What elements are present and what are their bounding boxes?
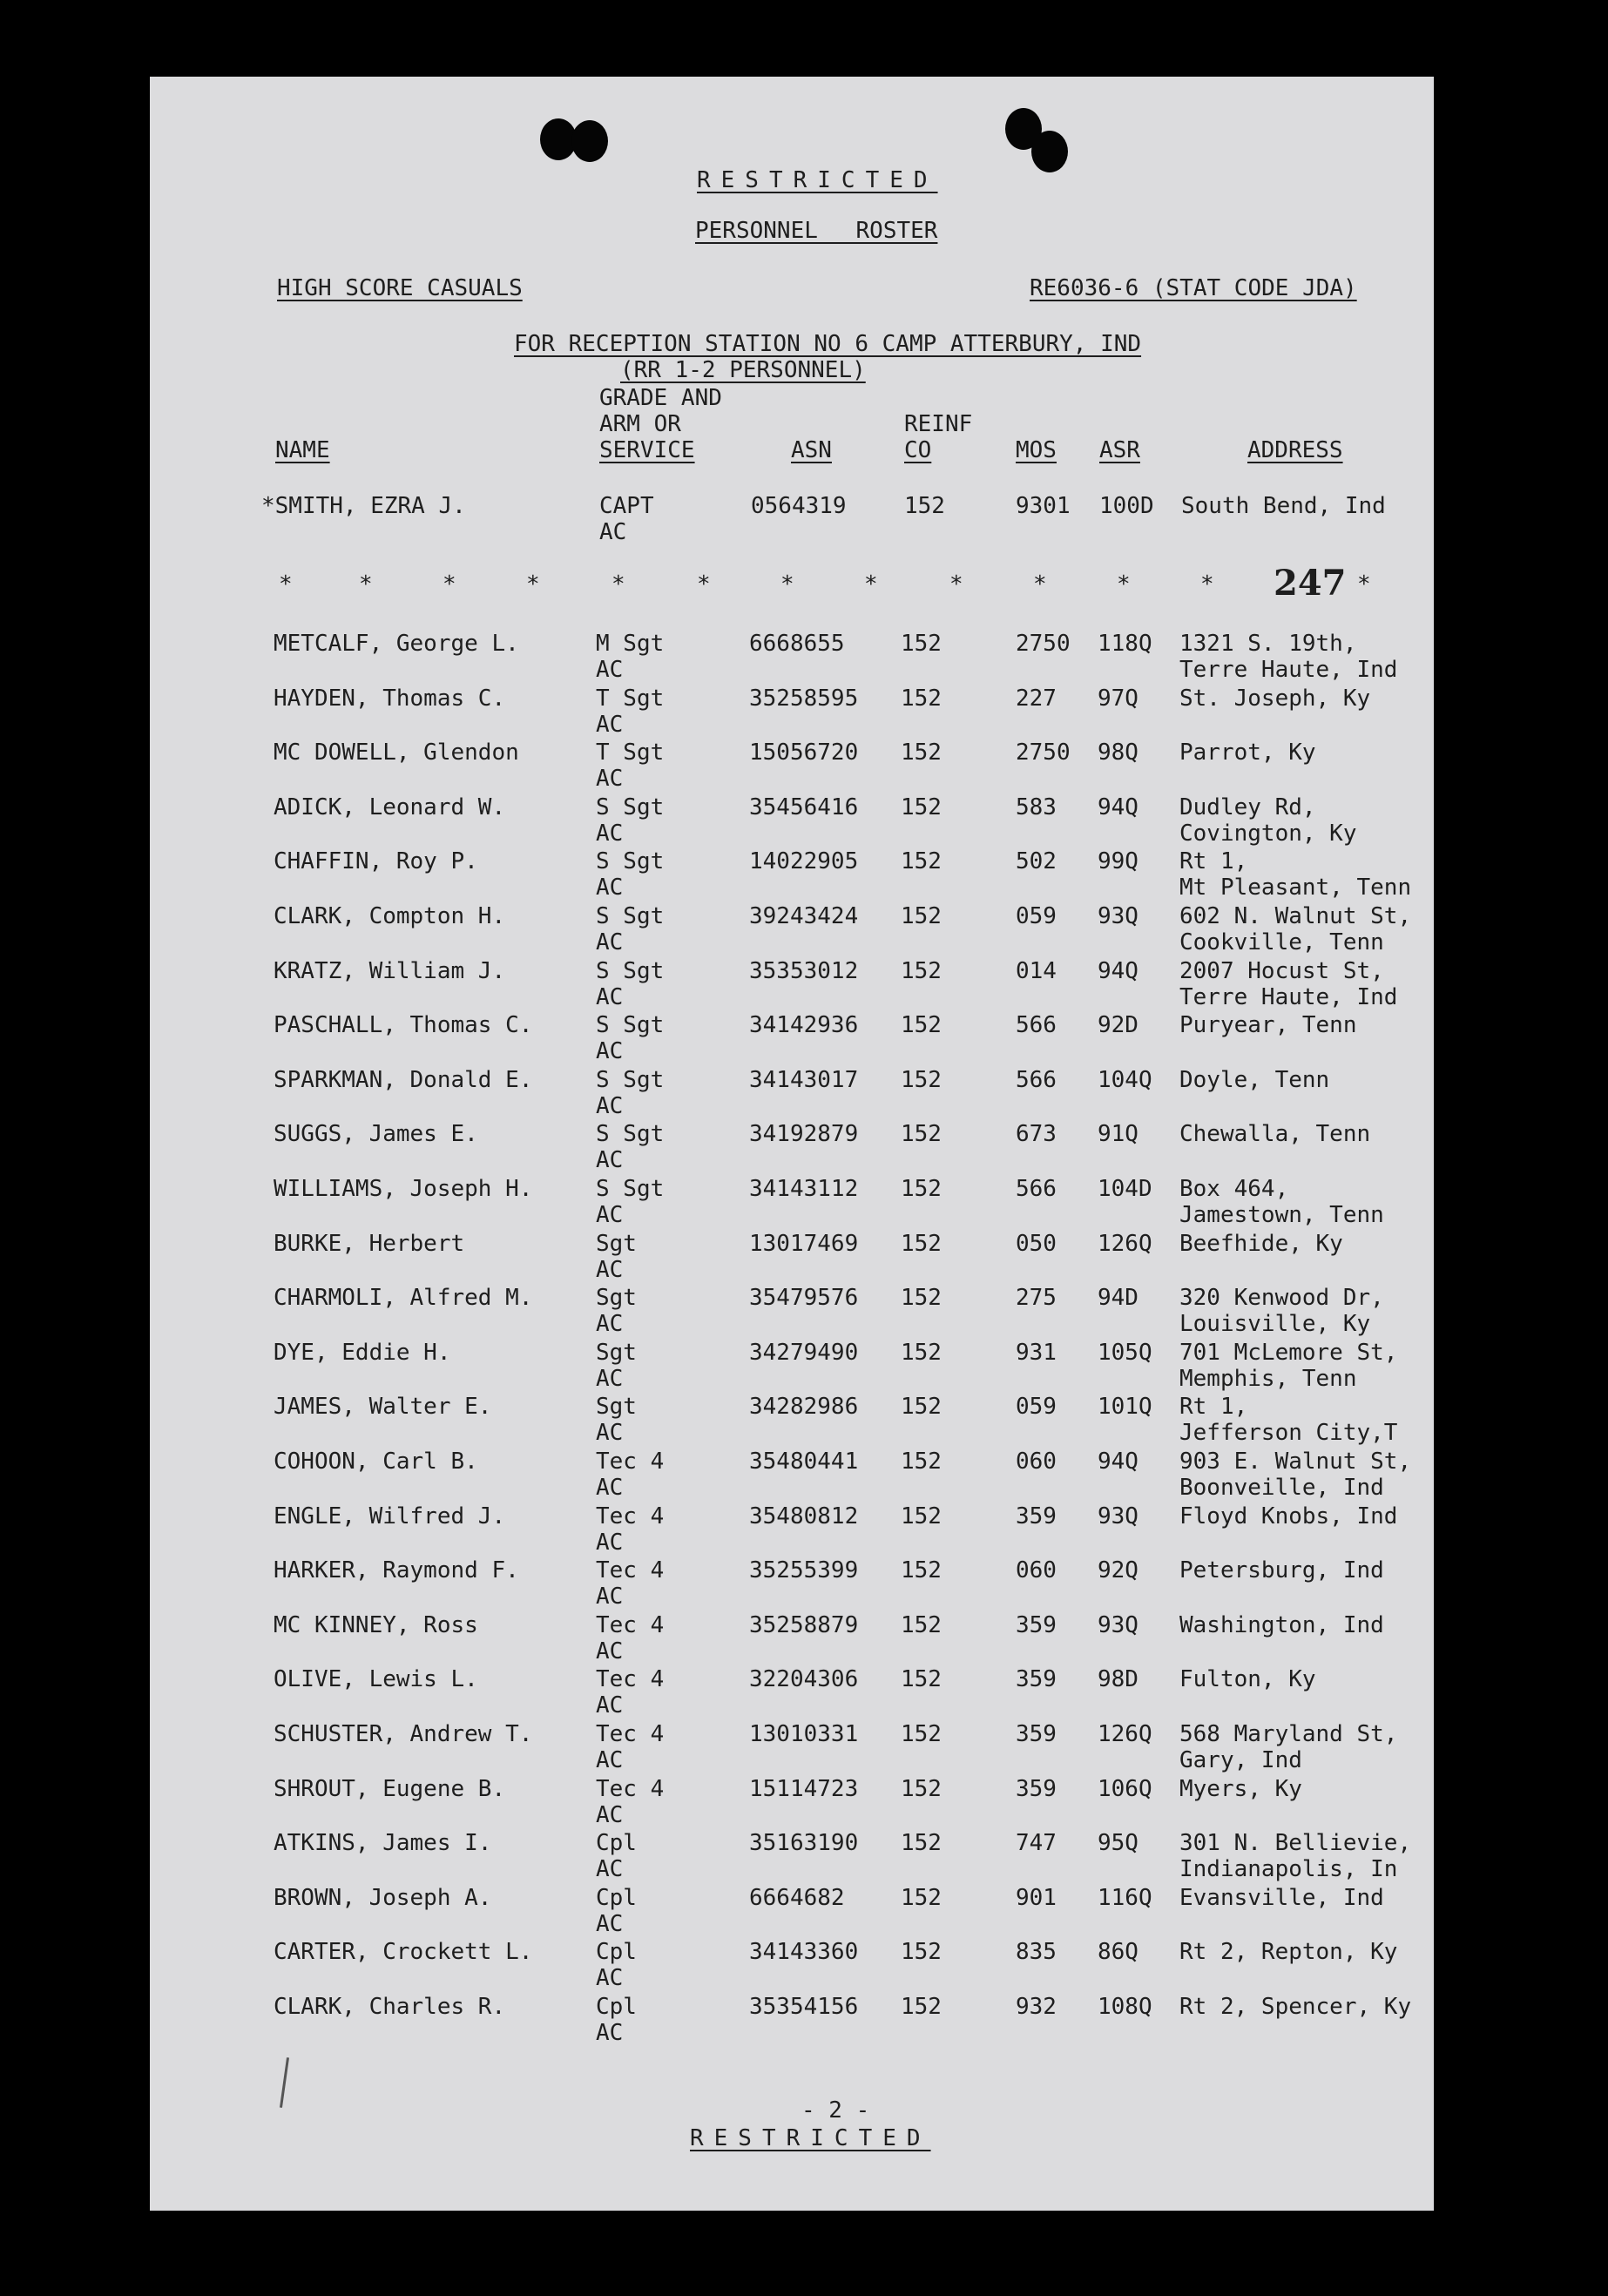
row-address-line2: Louisville, Ky — [1179, 1311, 1371, 1338]
row-address-line2: Jamestown, Tenn — [1179, 1202, 1384, 1228]
table-row — [150, 1721, 1434, 1775]
row-asn: 32204306 — [749, 1666, 859, 1693]
row-arm: AC — [596, 1910, 624, 1937]
row-name: SCHUSTER, Andrew T. — [274, 1721, 533, 1747]
row-asn: 34143112 — [749, 1176, 859, 1202]
row-name: SUGGS, James E. — [274, 1121, 478, 1148]
row-co: 152 — [901, 1503, 942, 1530]
row-asn: 35480812 — [749, 1503, 859, 1530]
row-arm: AC — [596, 657, 624, 683]
row-co: 152 — [901, 1394, 942, 1421]
row-arm: AC — [596, 1638, 624, 1665]
row-arm: AC — [596, 1147, 624, 1174]
row-co: 152 — [901, 1012, 942, 1039]
row-co: 152 — [901, 1611, 942, 1638]
row-name: HARKER, Raymond F. — [274, 1557, 519, 1584]
row-name: METCALF, George L. — [274, 631, 519, 657]
row-address-line1: 903 E. Walnut St, — [1179, 1449, 1412, 1475]
row-address-line1: 320 Kenwood Dr, — [1179, 1285, 1384, 1312]
row-grade: Cpl — [596, 1884, 637, 1911]
row-name: MC DOWELL, Glendon — [274, 739, 519, 766]
row-arm: AC — [596, 983, 624, 1010]
row-co: 152 — [901, 793, 942, 820]
row-arm: AC — [596, 875, 624, 902]
row-co: 152 — [901, 1285, 942, 1312]
row-co: 152 — [901, 957, 942, 984]
row-name: CHAFFIN, Roy P. — [274, 848, 478, 875]
table-row — [150, 1830, 1434, 1884]
row-arm: AC — [596, 1584, 624, 1611]
classification-header: RESTRICTED — [697, 167, 938, 193]
row-mos: 2750 — [1016, 631, 1071, 657]
row-arm: AC — [596, 2020, 624, 2046]
row-co: 152 — [901, 739, 942, 766]
document-title: PERSONNEL ROSTER — [695, 218, 938, 244]
col-asn: ASN — [791, 437, 832, 463]
officer-address: South Bend, Ind — [1181, 493, 1386, 519]
row-mos: 901 — [1016, 1884, 1057, 1911]
row-co: 152 — [901, 631, 942, 657]
row-address-line1: St. Joseph, Ky — [1179, 685, 1371, 712]
row-name: ADICK, Leonard W. — [274, 793, 506, 820]
table-row — [150, 1776, 1434, 1830]
row-address-line1: 2007 Hocust St, — [1179, 957, 1384, 984]
row-address-line2: Terre Haute, Ind — [1179, 657, 1398, 683]
row-name: HAYDEN, Thomas C. — [274, 685, 506, 712]
row-co: 152 — [901, 1121, 942, 1148]
row-asr: 98D — [1098, 1666, 1138, 1693]
table-row — [150, 1885, 1434, 1939]
row-asr: 104Q — [1098, 1066, 1152, 1093]
row-address-line1: Box 464, — [1179, 1176, 1289, 1202]
officer-mos: 9301 — [1016, 493, 1071, 519]
row-grade: Tec 4 — [596, 1666, 665, 1693]
row-mos: 2750 — [1016, 739, 1071, 766]
separator-star: * — [1357, 571, 1371, 598]
row-address-line1: Evansville, Ind — [1179, 1884, 1384, 1911]
row-arm: AC — [596, 1038, 624, 1065]
row-mos: 566 — [1016, 1066, 1057, 1093]
row-grade: Sgt — [596, 1230, 637, 1257]
officer-grade: CAPT — [599, 493, 654, 519]
row-co: 152 — [901, 1176, 942, 1202]
table-row — [150, 1503, 1434, 1557]
row-arm: AC — [596, 1692, 624, 1719]
row-name: CHARMOLI, Alfred M. — [274, 1285, 533, 1312]
officer-asr: 100D — [1099, 493, 1154, 519]
row-mos: 050 — [1016, 1230, 1057, 1257]
row-co: 152 — [901, 848, 942, 875]
row-asr: 93Q — [1098, 1611, 1138, 1638]
row-co: 152 — [901, 1939, 942, 1966]
row-co: 152 — [901, 685, 942, 712]
row-address-line1: Rt 2, Repton, Ky — [1179, 1939, 1398, 1966]
row-co: 152 — [901, 1066, 942, 1093]
table-row — [150, 1394, 1434, 1448]
table-row — [150, 1939, 1434, 1993]
row-grade: S Sgt — [596, 957, 665, 984]
row-asr: 101Q — [1098, 1394, 1152, 1421]
row-asn: 34282986 — [749, 1394, 859, 1421]
row-co: 152 — [901, 1449, 942, 1475]
row-grade: Tec 4 — [596, 1449, 665, 1475]
row-mos: 359 — [1016, 1503, 1057, 1530]
table-row — [150, 958, 1434, 1012]
row-name: JAMES, Walter E. — [274, 1394, 492, 1421]
unit-label: HIGH SCORE CASUALS — [277, 275, 523, 301]
row-asr: 126Q — [1098, 1230, 1152, 1257]
table-row — [150, 794, 1434, 848]
row-address-line2: Cookville, Tenn — [1179, 929, 1384, 956]
row-mos: 502 — [1016, 848, 1057, 875]
separator-star: * — [279, 571, 293, 598]
row-asn: 34279490 — [749, 1339, 859, 1366]
row-grade: Tec 4 — [596, 1611, 665, 1638]
row-arm: AC — [596, 711, 624, 738]
row-mos: 060 — [1016, 1557, 1057, 1584]
row-mos: 566 — [1016, 1176, 1057, 1202]
row-asr: 94Q — [1098, 1449, 1138, 1475]
row-arm: AC — [596, 1475, 624, 1501]
row-asn: 35480441 — [749, 1449, 859, 1475]
row-asr: 118Q — [1098, 631, 1152, 657]
row-grade: Tec 4 — [596, 1503, 665, 1530]
row-asn: 34142936 — [749, 1012, 859, 1039]
row-grade: S Sgt — [596, 1121, 665, 1148]
officer-name: *SMITH, EZRA J. — [261, 493, 466, 519]
row-address-line1: Myers, Ky — [1179, 1775, 1302, 1802]
row-address-line2: Gary, Ind — [1179, 1747, 1302, 1773]
row-arm: AC — [596, 929, 624, 956]
row-mos: 014 — [1016, 957, 1057, 984]
row-grade: T Sgt — [596, 739, 665, 766]
row-grade: Cpl — [596, 1994, 637, 2020]
row-asr: 116Q — [1098, 1884, 1152, 1911]
row-mos: 059 — [1016, 1394, 1057, 1421]
row-asn: 13017469 — [749, 1230, 859, 1257]
subtitle: (RR 1-2 PERSONNEL) — [620, 357, 866, 383]
separator-star: * — [611, 571, 625, 598]
row-name: MC KINNEY, Ross — [274, 1611, 478, 1638]
row-asr: 93Q — [1098, 903, 1138, 929]
row-mos: 059 — [1016, 903, 1057, 929]
row-address-line1: 602 N. Walnut St, — [1179, 903, 1412, 929]
row-address-line2: Memphis, Tenn — [1179, 1365, 1357, 1392]
table-row — [150, 685, 1434, 739]
row-arm: AC — [596, 1856, 624, 1883]
row-arm: AC — [596, 820, 624, 847]
row-asr: 104D — [1098, 1176, 1152, 1202]
row-arm: AC — [596, 1092, 624, 1119]
separator-star: * — [697, 571, 711, 598]
row-grade: Sgt — [596, 1394, 637, 1421]
row-name: OLIVE, Lewis L. — [274, 1666, 478, 1693]
separator-star: * — [949, 571, 963, 598]
row-arm: AC — [596, 1529, 624, 1556]
table-row — [150, 1231, 1434, 1285]
table-row — [150, 1557, 1434, 1611]
row-mos: 227 — [1016, 685, 1057, 712]
row-arm: AC — [596, 1420, 624, 1447]
col-grade-l3: SERVICE — [599, 437, 695, 463]
row-asr: 106Q — [1098, 1775, 1152, 1802]
separator-star: * — [780, 571, 794, 598]
row-mos: 359 — [1016, 1611, 1057, 1638]
table-row — [150, 1340, 1434, 1394]
row-co: 152 — [901, 1775, 942, 1802]
row-asr: 92D — [1098, 1012, 1138, 1039]
row-address-line1: Dudley Rd, — [1179, 793, 1316, 820]
row-co: 152 — [901, 1557, 942, 1584]
row-asn: 35354156 — [749, 1994, 859, 2020]
row-mos: 583 — [1016, 793, 1057, 820]
row-asr: 108Q — [1098, 1994, 1152, 2020]
row-address-line1: Rt 1, — [1179, 1394, 1248, 1421]
row-arm: AC — [596, 1202, 624, 1228]
row-asr: 93Q — [1098, 1503, 1138, 1530]
row-address-line1: 301 N. Bellievie, — [1179, 1830, 1412, 1857]
row-grade: S Sgt — [596, 1176, 665, 1202]
row-asr: 95Q — [1098, 1830, 1138, 1857]
col-grade-l2: ARM OR — [599, 411, 681, 437]
row-co: 152 — [901, 1884, 942, 1911]
separator-star: * — [1200, 571, 1214, 598]
row-arm: AC — [596, 1311, 624, 1338]
col-name: NAME — [275, 437, 330, 463]
row-name: DYE, Eddie H. — [274, 1339, 451, 1366]
row-mos: 275 — [1016, 1285, 1057, 1312]
table-row — [150, 1176, 1434, 1230]
separator-star: * — [443, 571, 456, 598]
row-arm: AC — [596, 1747, 624, 1773]
row-mos: 747 — [1016, 1830, 1057, 1857]
row-asr: 99Q — [1098, 848, 1138, 875]
col-grade-l1: GRADE AND — [599, 385, 722, 411]
row-mos: 359 — [1016, 1666, 1057, 1693]
row-co: 152 — [901, 1666, 942, 1693]
row-asr: 94Q — [1098, 793, 1138, 820]
row-name: SPARKMAN, Donald E. — [274, 1066, 533, 1093]
row-co: 152 — [901, 903, 942, 929]
row-name: CARTER, Crockett L. — [274, 1939, 533, 1966]
destination: FOR RECEPTION STATION NO 6 CAMP ATTERBURY, IND — [514, 331, 1142, 357]
row-mos: 673 — [1016, 1121, 1057, 1148]
row-asr: 94Q — [1098, 957, 1138, 984]
row-address-line1: 568 Maryland St, — [1179, 1721, 1398, 1747]
pencil-mark — [280, 2057, 289, 2108]
shipment-code: RE6036-6 (STAT CODE JDA) — [1030, 275, 1357, 301]
row-grade: Sgt — [596, 1285, 637, 1312]
row-asn: 34192879 — [749, 1121, 859, 1148]
row-address-line1: Petersburg, Ind — [1179, 1557, 1384, 1584]
row-asn: 34143017 — [749, 1066, 859, 1093]
row-name: ENGLE, Wilfred J. — [274, 1503, 506, 1530]
row-mos: 359 — [1016, 1775, 1057, 1802]
row-address-line2: Terre Haute, Ind — [1179, 983, 1398, 1010]
row-name: CLARK, Charles R. — [274, 1994, 506, 2020]
row-mos: 566 — [1016, 1012, 1057, 1039]
row-arm: AC — [596, 1965, 624, 1992]
row-name: ATKINS, James I. — [274, 1830, 492, 1857]
officer-asn: 0564319 — [751, 493, 847, 519]
row-grade: Cpl — [596, 1830, 637, 1857]
row-address-line1: Beefhide, Ky — [1179, 1230, 1343, 1257]
row-co: 152 — [901, 1830, 942, 1857]
row-co: 152 — [901, 1994, 942, 2020]
separator-count: 247 — [1274, 563, 1347, 604]
separator-star: * — [864, 571, 878, 598]
row-address-line1: 701 McLemore St, — [1179, 1339, 1398, 1366]
row-address-line2: Mt Pleasant, Tenn — [1179, 875, 1412, 902]
table-row — [150, 1612, 1434, 1666]
row-asr: 97Q — [1098, 685, 1138, 712]
col-address: ADDRESS — [1247, 437, 1343, 463]
row-asn: 15114723 — [749, 1775, 859, 1802]
row-arm: AC — [596, 766, 624, 793]
officer-co: 152 — [904, 493, 945, 519]
row-name: COHOON, Carl B. — [274, 1449, 478, 1475]
table-row — [150, 1121, 1434, 1175]
page-number: - 2 - — [801, 2097, 870, 2124]
row-name: CLARK, Compton H. — [274, 903, 506, 929]
row-mos: 835 — [1016, 1939, 1057, 1966]
row-asn: 34143360 — [749, 1939, 859, 1966]
col-reinf-l1: REINF — [904, 411, 973, 437]
classification-footer: RESTRICTED — [690, 2125, 931, 2151]
table-row — [150, 848, 1434, 902]
row-address-line1: Floyd Knobs, Ind — [1179, 1503, 1398, 1530]
table-row — [150, 631, 1434, 685]
row-asr: 98Q — [1098, 739, 1138, 766]
row-asn: 39243424 — [749, 903, 859, 929]
row-arm: AC — [596, 1365, 624, 1392]
row-grade: M Sgt — [596, 631, 665, 657]
row-address-line1: Washington, Ind — [1179, 1611, 1384, 1638]
row-asn: 6668655 — [749, 631, 845, 657]
row-address-line2: Indianapolis, In — [1179, 1856, 1398, 1883]
row-grade: T Sgt — [596, 685, 665, 712]
row-grade: S Sgt — [596, 793, 665, 820]
row-name: BURKE, Herbert — [274, 1230, 465, 1257]
row-address-line1: Fulton, Ky — [1179, 1666, 1316, 1693]
row-asn: 15056720 — [749, 739, 859, 766]
row-name: WILLIAMS, Joseph H. — [274, 1176, 533, 1202]
row-mos: 932 — [1016, 1994, 1057, 2020]
row-grade: S Sgt — [596, 903, 665, 929]
table-row — [150, 1994, 1434, 2048]
table-row — [150, 1012, 1434, 1066]
col-mos: MOS — [1016, 437, 1057, 463]
row-grade: Tec 4 — [596, 1775, 665, 1802]
table-row — [150, 1449, 1434, 1503]
row-asn: 14022905 — [749, 848, 859, 875]
row-asn: 35258879 — [749, 1611, 859, 1638]
officer-arm: AC — [599, 519, 627, 545]
row-arm: AC — [596, 1801, 624, 1828]
row-asn: 35479576 — [749, 1285, 859, 1312]
row-address-line1: 1321 S. 19th, — [1179, 631, 1357, 657]
table-row — [150, 739, 1434, 793]
row-co: 152 — [901, 1721, 942, 1747]
row-name: BROWN, Joseph A. — [274, 1884, 492, 1911]
row-asr: 94D — [1098, 1285, 1138, 1312]
row-grade: S Sgt — [596, 848, 665, 875]
row-address-line1: Chewalla, Tenn — [1179, 1121, 1371, 1148]
row-mos: 931 — [1016, 1339, 1057, 1366]
row-address-line2: Boonveille, Ind — [1179, 1475, 1384, 1501]
row-asr: 126Q — [1098, 1721, 1152, 1747]
row-asn: 35456416 — [749, 793, 859, 820]
row-address-line2: Covington, Ky — [1179, 820, 1357, 847]
row-asn: 35353012 — [749, 957, 859, 984]
row-mos: 060 — [1016, 1449, 1057, 1475]
table-row — [150, 903, 1434, 957]
row-name: PASCHALL, Thomas C. — [274, 1012, 533, 1039]
row-asn: 35258595 — [749, 685, 859, 712]
table-row — [150, 1666, 1434, 1720]
row-grade: Tec 4 — [596, 1721, 665, 1747]
row-name: KRATZ, William J. — [274, 957, 506, 984]
table-row — [150, 1285, 1434, 1339]
row-grade: Tec 4 — [596, 1557, 665, 1584]
row-address-line2: Jefferson City,T — [1179, 1420, 1398, 1447]
separator-star: * — [1117, 571, 1131, 598]
separator-star: * — [1033, 571, 1047, 598]
table-row — [150, 1067, 1434, 1121]
punch-hole — [1031, 131, 1068, 172]
row-grade: Cpl — [596, 1939, 637, 1966]
row-co: 152 — [901, 1230, 942, 1257]
row-asr: 105Q — [1098, 1339, 1152, 1366]
row-asn: 35163190 — [749, 1830, 859, 1857]
row-asn: 13010331 — [749, 1721, 859, 1747]
roster-page — [150, 77, 1434, 2211]
row-asn: 35255399 — [749, 1557, 859, 1584]
row-asr: 92Q — [1098, 1557, 1138, 1584]
row-grade: S Sgt — [596, 1066, 665, 1093]
row-address-line1: Doyle, Tenn — [1179, 1066, 1330, 1093]
row-asn: 6664682 — [749, 1884, 845, 1911]
separator-star: * — [526, 571, 540, 598]
row-co: 152 — [901, 1339, 942, 1366]
row-address-line1: Rt 2, Spencer, Ky — [1179, 1994, 1412, 2020]
row-name: SHROUT, Eugene B. — [274, 1775, 506, 1802]
row-asr: 86Q — [1098, 1939, 1138, 1966]
row-address-line1: Parrot, Ky — [1179, 739, 1316, 766]
separator-star: * — [359, 571, 373, 598]
row-mos: 359 — [1016, 1721, 1057, 1747]
punch-hole — [571, 120, 608, 162]
row-grade: S Sgt — [596, 1012, 665, 1039]
row-grade: Sgt — [596, 1339, 637, 1366]
row-arm: AC — [596, 1256, 624, 1283]
row-address-line1: Puryear, Tenn — [1179, 1012, 1357, 1039]
row-address-line1: Rt 1, — [1179, 848, 1248, 875]
row-asr: 91Q — [1098, 1121, 1138, 1148]
col-asr: ASR — [1099, 437, 1140, 463]
col-reinf-l2: CO — [904, 437, 932, 463]
